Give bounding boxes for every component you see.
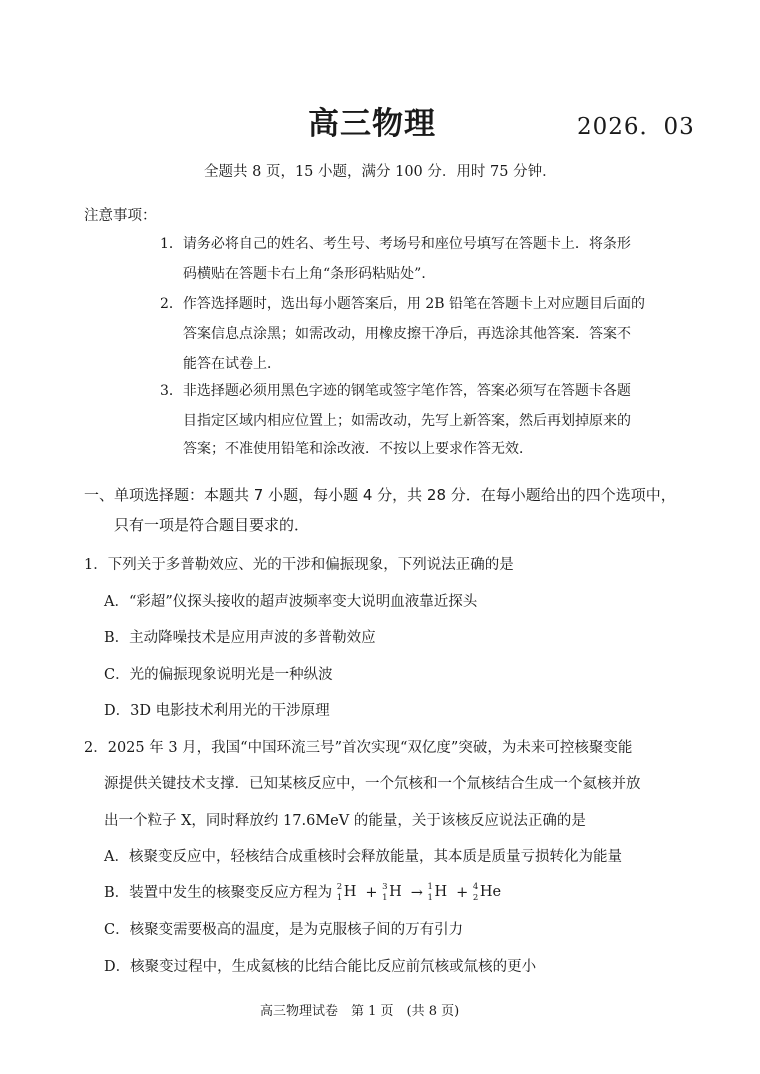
plus-sign: + (456, 885, 469, 901)
nuclide-deuterium: 2 1 H (336, 882, 357, 903)
page-footer: 高三物理试卷 第 1 页 (共 8 页) (260, 1004, 460, 1019)
notice-line: 目指定区域内相应位置上；如需改动，先写上新答案，然后再划掉原来的 (183, 413, 631, 429)
question-2-stem-line: 2．2025 年 3 月，我国“中国环流三号”首次实现“双亿度”突破，为未来可控核聚变能 (84, 740, 633, 756)
notice-line: 2．作答选择题时，选出每小题答案后，用 2B 铅笔在答题卡上对应题目后面的 (160, 296, 646, 312)
notice-line: 答案；不准使用铅笔和涂改液．不按以上要求作答无效． (183, 441, 533, 457)
nuclide-hydrogen: 1 1 H (427, 882, 448, 903)
question-2-stem-line: 源提供关键技术支撑．已知某核反应中，一个氘核和一个氚核结合生成一个氦核并放 (104, 776, 641, 792)
question-2-option-d: D．核聚变过程中，生成氦核的比结合能比反应前氘核或氚核的更小 (104, 959, 537, 975)
nuclide-helium: 4 2 He (472, 882, 502, 903)
question-1-stem: 1．下列关于多普勒效应、光的干涉和偏振现象，下列说法正确的是 (84, 557, 514, 573)
notice-line: 能答在试卷上． (183, 356, 281, 372)
exam-date: 2026．03 (577, 114, 695, 140)
option-b-text: B．装置中发生的核聚变反应方程为 (104, 885, 333, 901)
plus-sign: + (365, 885, 378, 901)
arrow-icon: → (410, 885, 423, 901)
notice-line: 3．非选择题必须用黑色字迹的钢笔或签字笔作答，答案必须写在答题卡各题 (160, 383, 631, 399)
notice-line: 码横贴在答题卡右上角“条形码粘贴处”． (183, 266, 436, 282)
question-2-option-a: A．核聚变反应中，轻核结合成重核时会释放能量，其本质是质量亏损转化为能量 (104, 849, 622, 865)
nuclide-tritium: 3 1 H (382, 882, 402, 903)
question-1-option-a: A．“彩超”仪探头接收的超声波频率变大说明血液靠近探头 (104, 594, 478, 610)
notice-line: 1．请务必将自己的姓名、考生号、考场号和座位号填写在答题卡上．将条形 (160, 236, 631, 252)
question-1-option-c: C．光的偏振现象说明光是一种纵波 (104, 667, 333, 683)
notice-line: 答案信息点涂黑；如需改动，用橡皮擦干净后，再选涂其他答案．答案不 (183, 326, 631, 342)
section-heading: 一、单项选择题：本题共 7 小题，每小题 4 分，共 28 分．在每小题给出的四个选项中， (84, 486, 676, 504)
notice-heading: 注意事项： (84, 208, 157, 224)
question-2-option-c: C．核聚变需要极高的温度，是为克服核子间的万有引力 (104, 922, 464, 938)
exam-info: 全题共 8 页，15 小题，满分 100 分．用时 75 分钟． (204, 164, 557, 180)
question-2-option-b (104, 881, 501, 902)
section-heading-cont: 只有一项是符合题目要求的． (114, 516, 310, 534)
question-1-option-d: D．3D 电影技术利用光的干涉原理 (104, 703, 330, 719)
question-1-option-b: B．主动降噪技术是应用声波的多普勒效应 (104, 630, 376, 646)
question-2-stem-line: 出一个粒子 X，同时释放约 17.6MeV 的能量，关于该核反应说法正确的是 (104, 813, 586, 829)
page-title: 高三物理 (308, 106, 436, 142)
